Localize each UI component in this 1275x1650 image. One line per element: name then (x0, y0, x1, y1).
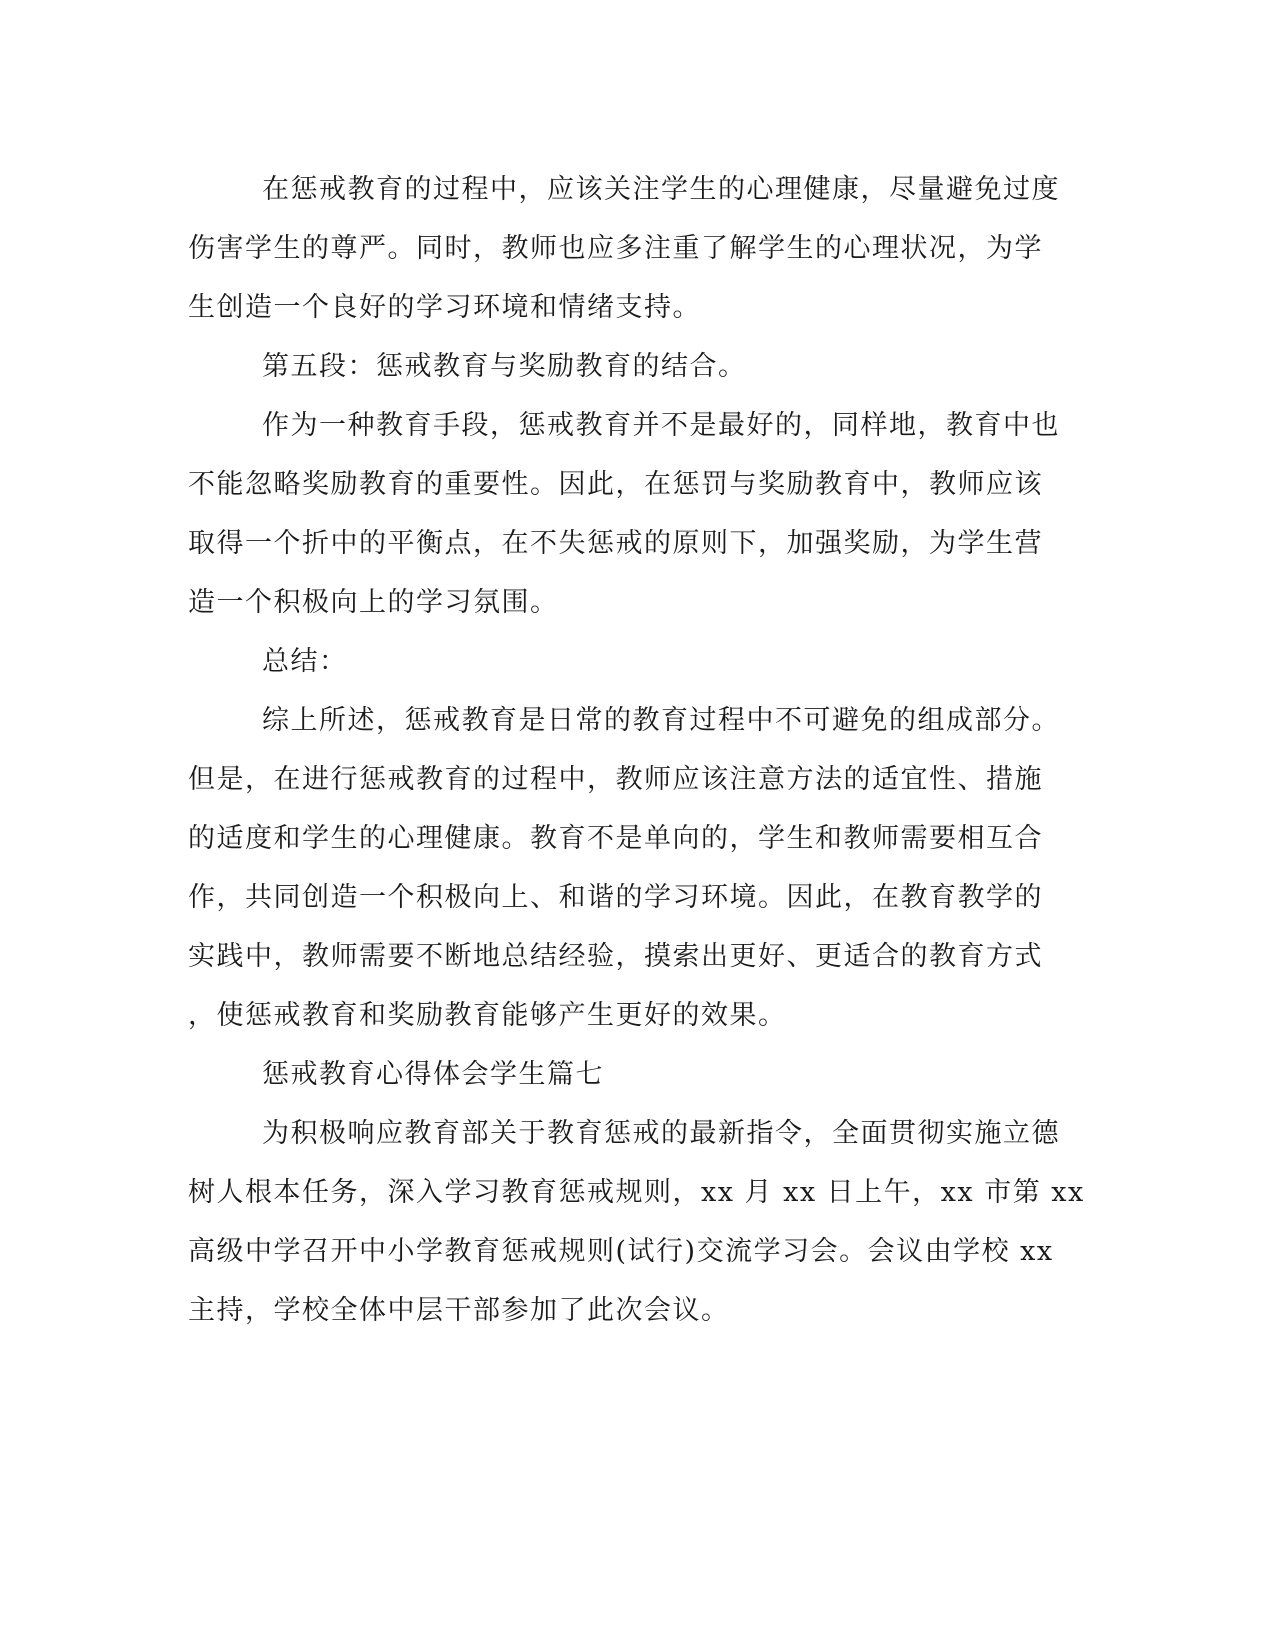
text-line: 取得一个折中的平衡点，在不失惩戒的原则下，加强奖励，为学生营 (188, 528, 1043, 559)
section-heading: 第五段：惩戒教育与奖励教育的结合。 (262, 351, 747, 382)
text-line: 不能忽略奖励教育的重要性。因此，在惩罚与奖励教育中，教师应该 (188, 469, 1043, 500)
text-line: 的适度和学生的心理健康。教育不是单向的，学生和教师需要相互合 (188, 823, 1043, 854)
text-line: 在惩戒教育的过程中，应该关注学生的心理健康，尽量避免过度 (262, 174, 1060, 205)
text-line: 生创造一个良好的学习环境和情绪支持。 (188, 292, 701, 323)
text-line: 实践中，教师需要不断地总结经验，摸索出更好、更适合的教育方式 (188, 941, 1043, 972)
text-line: ，使惩戒教育和奖励教育能够产生更好的效果。 (188, 1000, 787, 1031)
article-title: 惩戒教育心得体会学生篇七 (262, 1059, 604, 1090)
text-line: 主持，学校全体中层干部参加了此次会议。 (188, 1295, 730, 1326)
text-line: 作为一种教育手段，惩戒教育并不是最好的，同样地，教育中也 (262, 410, 1060, 441)
text-line: 树人根本任务，深入学习教育惩戒规则，xx 月 xx 日上午，xx 市第 xx (188, 1177, 1085, 1208)
text-line: 伤害学生的尊严。同时，教师也应多注重了解学生的心理状况，为学 (188, 233, 1043, 264)
text-line: 综上所述，惩戒教育是日常的教育过程中不可避免的组成部分。 (262, 705, 1060, 736)
text-line: 但是，在进行惩戒教育的过程中，教师应该注意方法的适宜性、措施 (188, 764, 1043, 795)
text-line: 为积极响应教育部关于教育惩戒的最新指令，全面贯彻实施立德 (262, 1118, 1060, 1149)
summary-heading: 总结： (262, 646, 348, 677)
text-line: 造一个积极向上的学习氛围。 (188, 587, 559, 618)
text-line: 高级中学召开中小学教育惩戒规则(试行)交流学习会。会议由学校 xx (188, 1236, 1054, 1267)
text-line: 作，共同创造一个积极向上、和谐的学习环境。因此，在教育教学的 (188, 882, 1043, 913)
document-body (188, 160, 1085, 1340)
